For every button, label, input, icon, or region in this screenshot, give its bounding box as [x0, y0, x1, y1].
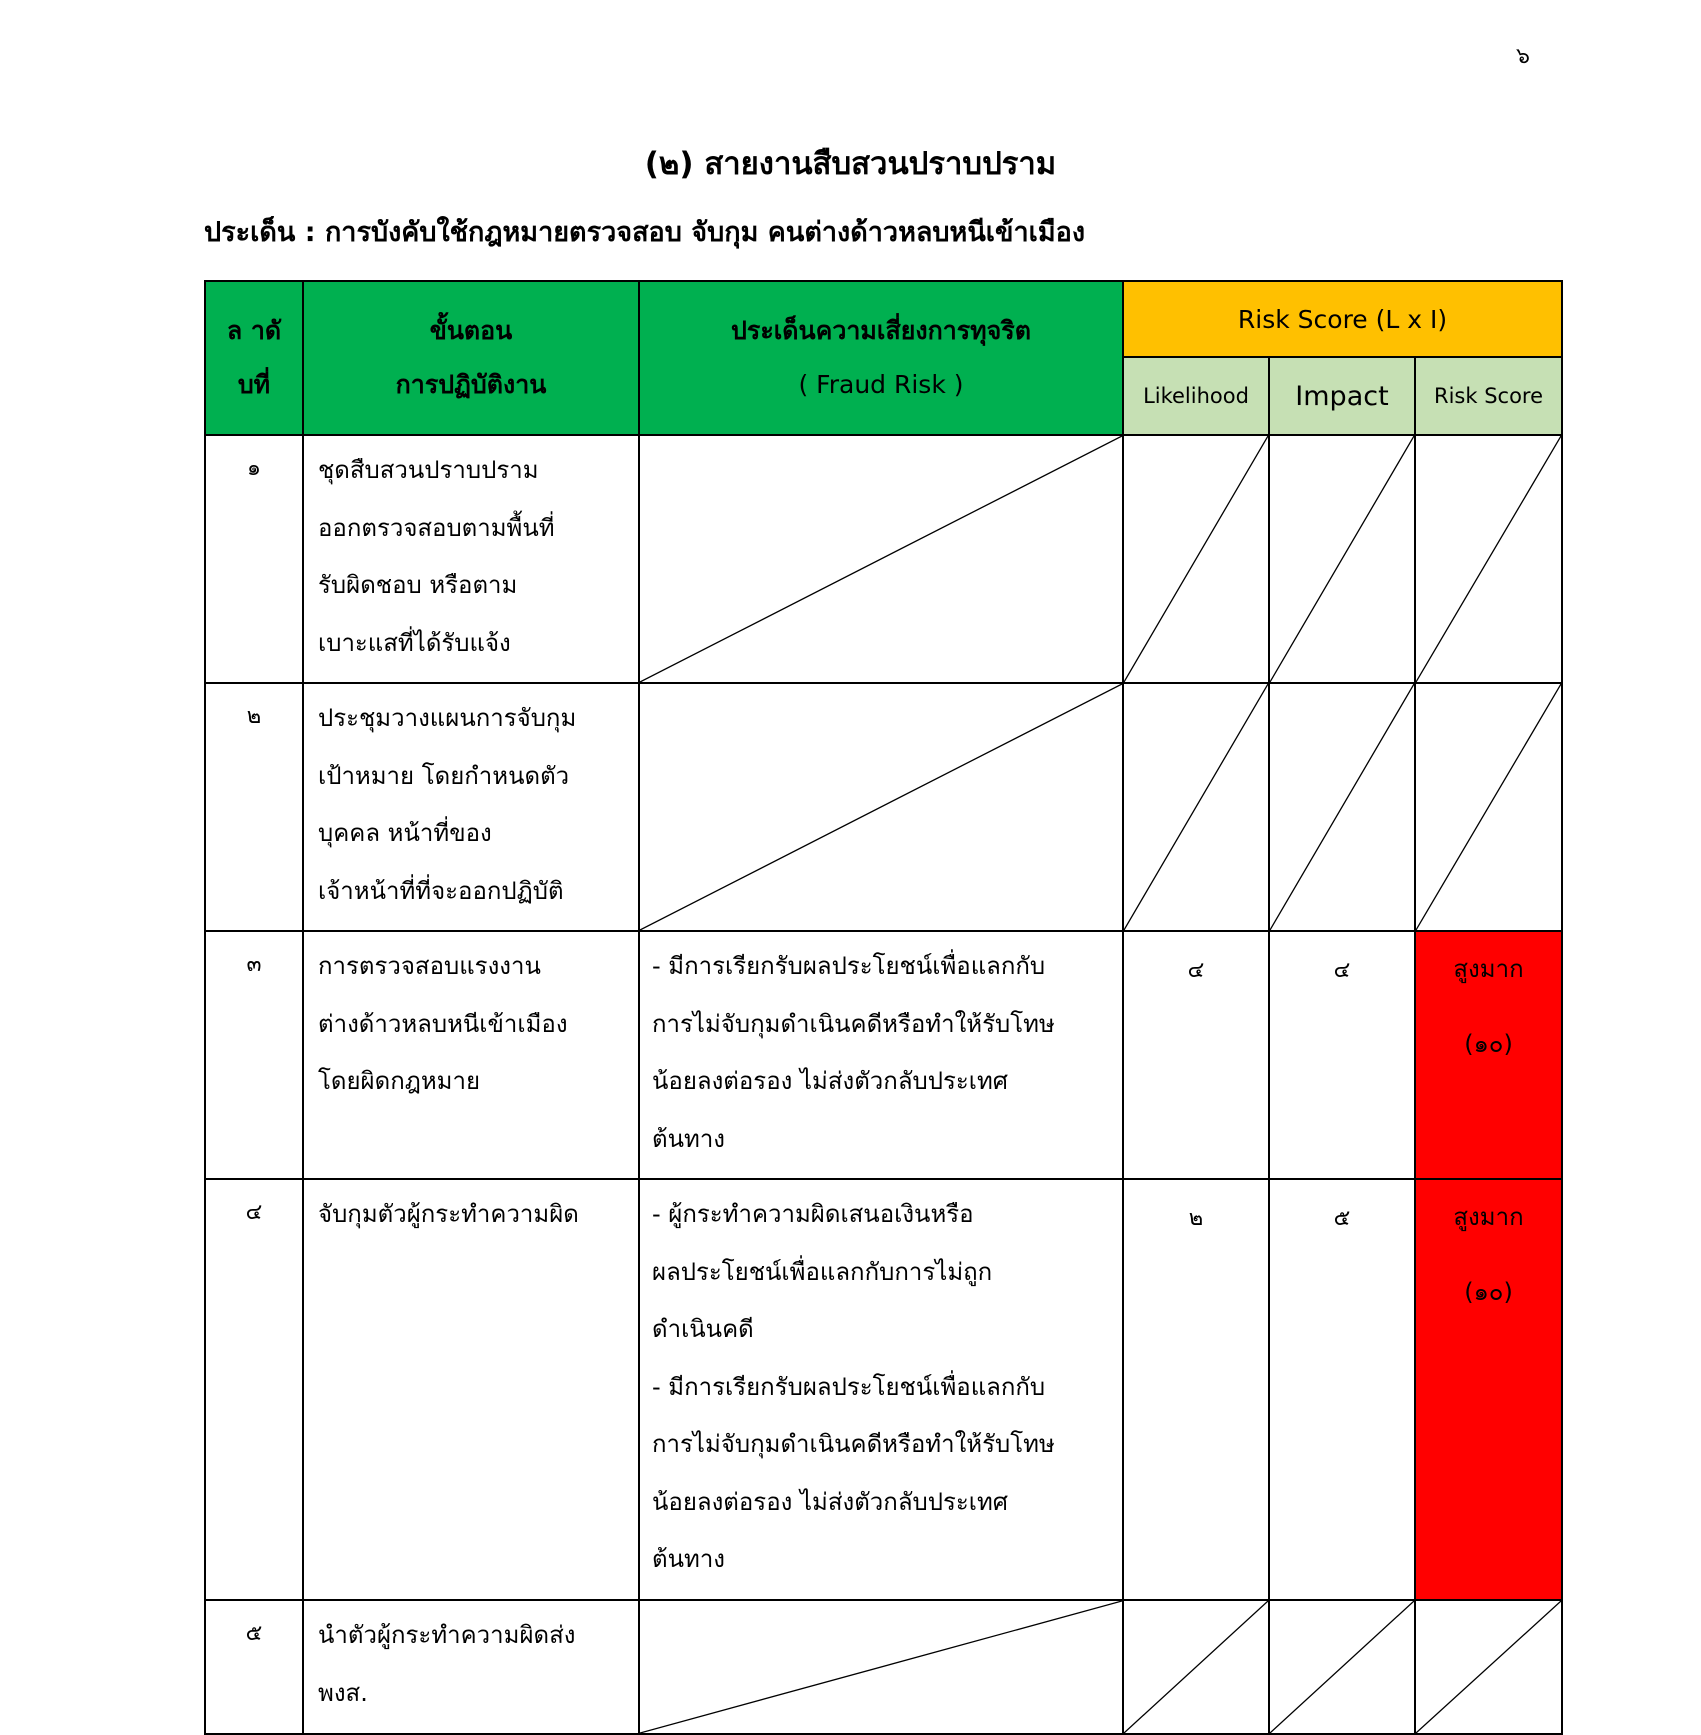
procedure-step-line: ประชุมวางแผนการจับกุม — [318, 704, 577, 732]
diagonal-strike — [640, 436, 1122, 682]
procedure-step-line: จับกุมตัวผู้กระทำความผิด — [318, 1200, 579, 1228]
risk-score-value — [1415, 1600, 1562, 1734]
header-step-line1: ขั้นตอน — [429, 316, 513, 345]
risk-score-value — [1415, 1179, 1562, 1600]
header-risk-line2: ( Fraud Risk ) — [798, 370, 964, 399]
diagonal-strike — [1124, 1601, 1268, 1733]
header-order-line1: ล าดั — [226, 316, 282, 345]
likelihood-value — [1123, 1600, 1269, 1734]
fraud-risk — [639, 1600, 1123, 1734]
fraud-risk-line: ต้นทาง — [652, 1545, 726, 1573]
risk-score-value — [1415, 683, 1562, 931]
row-number: ๑ — [205, 435, 303, 683]
row-number: ๔ — [205, 1179, 303, 1600]
procedure-step — [303, 435, 639, 683]
section-title: (๒) สายงานสืบสวนปราบปราม — [644, 146, 1057, 182]
diagonal-strike — [1270, 436, 1414, 682]
impact-value: ๕ — [1269, 1179, 1415, 1600]
row-number: ๕ — [205, 1600, 303, 1734]
table-row — [205, 683, 1562, 931]
fraud-risk-line: น้อยลงต่อรอง ไม่ส่งตัวกลับประเทศ — [652, 1487, 1009, 1516]
page-number: ๖ — [1516, 44, 1530, 69]
risk-score-value — [1415, 435, 1562, 683]
procedure-step-line: โดยผิดกฎหมาย — [318, 1067, 481, 1095]
header-fraud-risk — [639, 281, 1123, 435]
procedure-step-line: เป้าหมาย โดยกำหนดตัว — [318, 761, 570, 790]
procedure-step-line: ชุดสืบสวนปราบปราม — [318, 456, 539, 484]
fraud-risk-line: การไม่จับกุมดำเนินคดีหรือทำให้รับโทษ — [652, 1430, 1055, 1458]
fraud-risk-table — [204, 280, 1563, 1735]
procedure-step-line: การตรวจสอบแรงงาน — [318, 952, 541, 980]
diagonal-strike — [1124, 684, 1268, 930]
procedure-step-line: บุคคล หน้าที่ของ — [318, 819, 492, 847]
fraud-risk-line: ดำเนินคดี — [652, 1315, 754, 1343]
likelihood-value — [1123, 683, 1269, 931]
table-row — [205, 1600, 1562, 1734]
procedure-step-line: เจ้าหน้าที่ที่จะออกปฏิบัติ — [318, 876, 564, 905]
fraud-risk-line: น้อยลงต่อรอง ไม่ส่งตัวกลับประเทศ — [652, 1067, 1009, 1095]
fraud-risk-line: การไม่จับกุมดำเนินคดีหรือทำให้รับโทษ — [652, 1009, 1055, 1038]
diagonal-strike — [1124, 436, 1268, 682]
fraud-risk-line: - มีการเรียกรับผลประโยชน์เพื่อแลกกับ — [652, 952, 1046, 980]
fraud-risk-line: - มีการเรียกรับผลประโยชน์เพื่อแลกกับ — [652, 1372, 1046, 1401]
diagonal-strike — [640, 684, 1122, 930]
procedure-step-line: เบาะแสที่ได้รับแจ้ง — [318, 628, 511, 657]
table-row — [205, 1179, 1562, 1600]
diagonal-strike — [1270, 1601, 1414, 1733]
procedure-step — [303, 1600, 639, 1734]
procedure-step-line: ออกตรวจสอบตามพื้นที่ — [318, 513, 555, 542]
likelihood-value: ๔ — [1123, 931, 1269, 1179]
impact-value: ๔ — [1269, 931, 1415, 1179]
header-risk-score: Risk Score — [1415, 357, 1562, 435]
fraud-risk — [639, 931, 1123, 1179]
header-risk-line1: ประเด็นความเสี่ยงการทุจริต — [731, 316, 1031, 345]
fraud-risk-line: - ผู้กระทำความผิดเสนอเงินหรือ — [652, 1200, 974, 1228]
row-number: ๒ — [205, 683, 303, 931]
fraud-risk — [639, 1179, 1123, 1600]
likelihood-value: ๒ — [1123, 1179, 1269, 1600]
fraud-risk — [639, 683, 1123, 931]
fraud-risk-line: ต้นทาง — [652, 1124, 726, 1153]
header-order-line2: บที่ — [237, 370, 271, 399]
impact-value — [1269, 435, 1415, 683]
procedure-step — [303, 1179, 639, 1600]
risk-score-value — [1415, 931, 1562, 1179]
procedure-step-line: พงส. — [318, 1678, 368, 1707]
risk-score-line: (๑๐) — [1464, 1278, 1513, 1306]
diagonal-strike — [640, 1601, 1122, 1733]
risk-score-line: (๑๐) — [1464, 1030, 1513, 1058]
fraud-risk — [639, 435, 1123, 683]
risk-score-line: สูงมาก — [1453, 955, 1524, 983]
fraud-risk-line: ผลประโยชน์เพื่อแลกกับการไม่ถูก — [652, 1257, 993, 1286]
risk-score-line: สูงมาก — [1453, 1203, 1524, 1231]
procedure-step-line: ต่างด้าวหลบหนีเข้าเมือง — [318, 1009, 568, 1038]
header-risk-score-group: Risk Score (L x I) — [1123, 281, 1562, 357]
row-number: ๓ — [205, 931, 303, 1179]
header-likelihood: Likelihood — [1123, 357, 1269, 435]
header-order — [205, 281, 303, 435]
header-impact: Impact — [1269, 357, 1415, 435]
diagonal-strike — [1416, 684, 1561, 930]
header-step-line2: การปฏิบัติงาน — [395, 370, 547, 399]
header-step — [303, 281, 639, 435]
procedure-step-line: นำตัวผู้กระทำความผิดส่ง — [318, 1621, 576, 1649]
procedure-step — [303, 683, 639, 931]
procedure-step — [303, 931, 639, 1179]
table-row — [205, 435, 1562, 683]
diagonal-strike — [1416, 436, 1561, 682]
diagonal-strike — [1270, 684, 1414, 930]
table-row — [205, 931, 1562, 1179]
procedure-step-line: รับผิดชอบ หรือตาม — [318, 571, 518, 599]
issue-line: ประเด็น : การบังคับใช้กฎหมายตรวจสอบ จับกุม คนต่างด้าวหลบหนีเข้าเมือง — [204, 217, 1086, 248]
diagonal-strike — [1416, 1601, 1561, 1733]
impact-value — [1269, 1600, 1415, 1734]
impact-value — [1269, 683, 1415, 931]
table-body — [205, 435, 1562, 1734]
likelihood-value — [1123, 435, 1269, 683]
